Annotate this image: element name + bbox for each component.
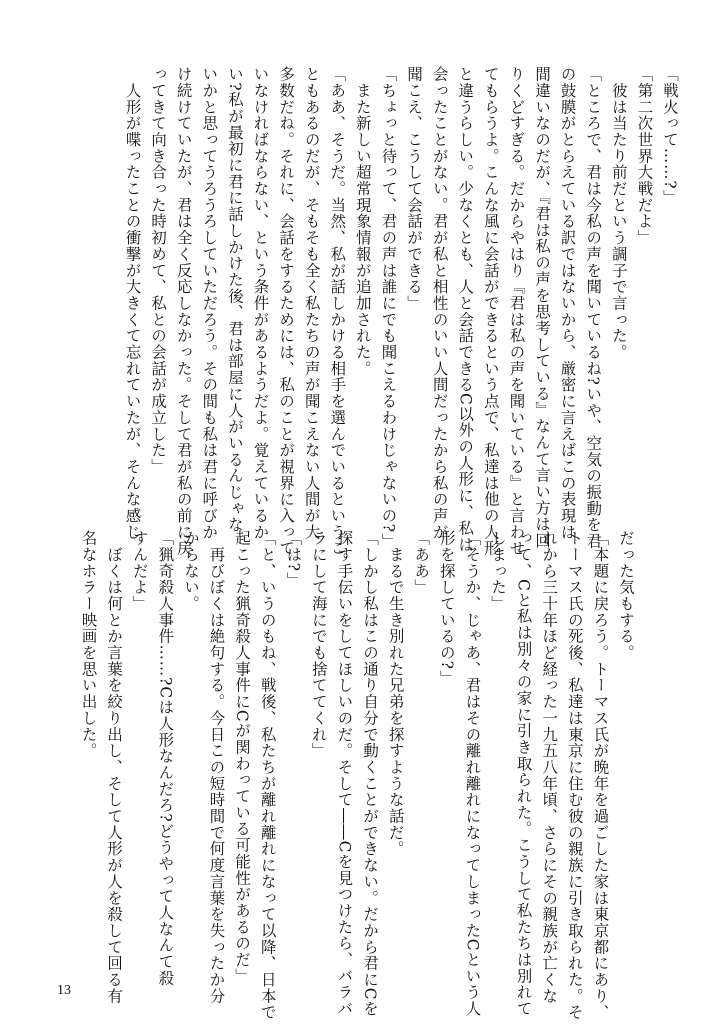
text-line: すんだよ」 xyxy=(130,530,149,612)
text-line: 「そうか、じゃあ、君はその離れ離れになってしまったCという人 xyxy=(463,530,482,1017)
text-line: りくどすぎる。だからやはり『君は私の声を聞いている』と言わせ xyxy=(507,66,526,557)
text-line: 間違いなのだが、『君は私の声を思考している』なんて言い方は回 xyxy=(533,66,552,549)
text-line: ラにして海にでも捨ててくれ」 xyxy=(309,530,328,759)
text-line: 探す手伝いをしてほしいのだ。そして――Cを見つけたら、バラバ xyxy=(335,530,354,1017)
text-line: 多数だね。それに、会話をするためには、私のことが視界に入って xyxy=(277,66,296,557)
text-line: 聞こえ、こうして会話ができる」 xyxy=(405,66,424,312)
text-line: 形を探しているの?」 xyxy=(437,530,456,687)
text-line: しまった」 xyxy=(489,530,508,612)
text-line: まるで生き別れた兄弟を探すような話だ。 xyxy=(386,530,405,857)
text-line: いかと思ってうろうろしていただろう。その間も私は君に呼びか xyxy=(200,66,219,541)
text-line: いなければならない、という条件があるようだよ。覚えているか xyxy=(251,66,270,541)
text-line: だった気もする。 xyxy=(617,530,635,661)
text-line: ってきて向き合った時初めて、私との会話が成立した」 xyxy=(149,66,168,475)
text-line: 人形が喋ったことの衝撃が大きくて忘れていたが、そんな感じ xyxy=(123,66,142,541)
text-line: 再びぼくは絶句する。今日この短時間で何度言葉を失ったか分 xyxy=(207,530,226,1005)
text-line: 「本題に戻ろう。トーマス氏が晩年を過ごした家は東京都にあり、 xyxy=(591,530,610,1021)
text-line: 「第二次世界大戦だよ」 xyxy=(635,66,654,246)
text-line: 「猟奇殺人事件……?Cは人形なんだろ?どうやって人なんて殺 xyxy=(156,530,175,987)
text-line: 会ったことがない。君が私と相性のいい人間だったから私の声が xyxy=(430,66,449,541)
text-line: 彼は当たり前だという調子で言った。 xyxy=(609,66,628,361)
text-block-upper xyxy=(119,66,682,557)
text-line: 「ああ」 xyxy=(412,530,431,596)
text-line: 「ところで、君は今私の声を聞いているね?いや、空気の振動を君 xyxy=(584,66,603,550)
text-line: 「しかし私はこの通り自分で動くことができない。だから君にCを xyxy=(361,530,380,1017)
text-line: 「ちょっと待って、君の声は誰にでも聞こえるわけじゃないの?」 xyxy=(379,66,398,550)
text-line: の鼓膜がとらえている訳ではないから、厳密に言えばこの表現は xyxy=(558,66,577,541)
text-block-lower xyxy=(75,530,638,1021)
text-line: ぼくは何とか言葉を絞り出し、そして人形が人を殺して回る有 xyxy=(105,530,124,1005)
text-line: 「戦火って……?」 xyxy=(661,66,679,206)
text-line: 「ああ、そうだ。当然、私が話しかける相手を選んでいるというこ xyxy=(328,66,347,557)
text-line: れから三十年ほど経った一九五八年頃、さらにその親族が亡くな xyxy=(540,530,559,1005)
page-number: 13 xyxy=(57,983,71,998)
text-line: 名なホラー映画を思い出した。 xyxy=(79,530,98,759)
text-line: 起こった猟奇殺人事件にCが関わっている可能性があるのだ」 xyxy=(233,530,252,985)
text-line: い?私が最初に君に話しかけた後、君は部屋に人がいるんじゃな xyxy=(225,66,244,534)
text-line: 「は?」 xyxy=(284,530,303,589)
text-line: ともあるのだが、そもそも全く私たちの声が聞こえない人間が大 xyxy=(302,66,321,541)
text-line: って、Cと私は別々の家に引き取られた。こうして私たちは別れて xyxy=(514,530,533,1017)
text-line: トーマス氏の死後、私達は東京に住む彼の親族に引き取られた。そ xyxy=(565,530,584,1021)
text-line: と違うらしい。少なくとも、人と会話できるC以外の人形に、私は xyxy=(456,66,475,553)
text-line: からない。 xyxy=(181,530,200,612)
text-line: てもらうよ。こんな風に会話ができるという点で、私達は他の人形 xyxy=(481,66,500,557)
text-line: 「と、いうのもね、戦後、私たちが離れ離れになって以降、日本で xyxy=(258,530,277,1021)
text-line: け続けていたが、君は全く反応しなかった。そして君が私の前に戻 xyxy=(174,66,193,557)
text-line: また新しい超常現象情報が追加された。 xyxy=(353,66,372,377)
